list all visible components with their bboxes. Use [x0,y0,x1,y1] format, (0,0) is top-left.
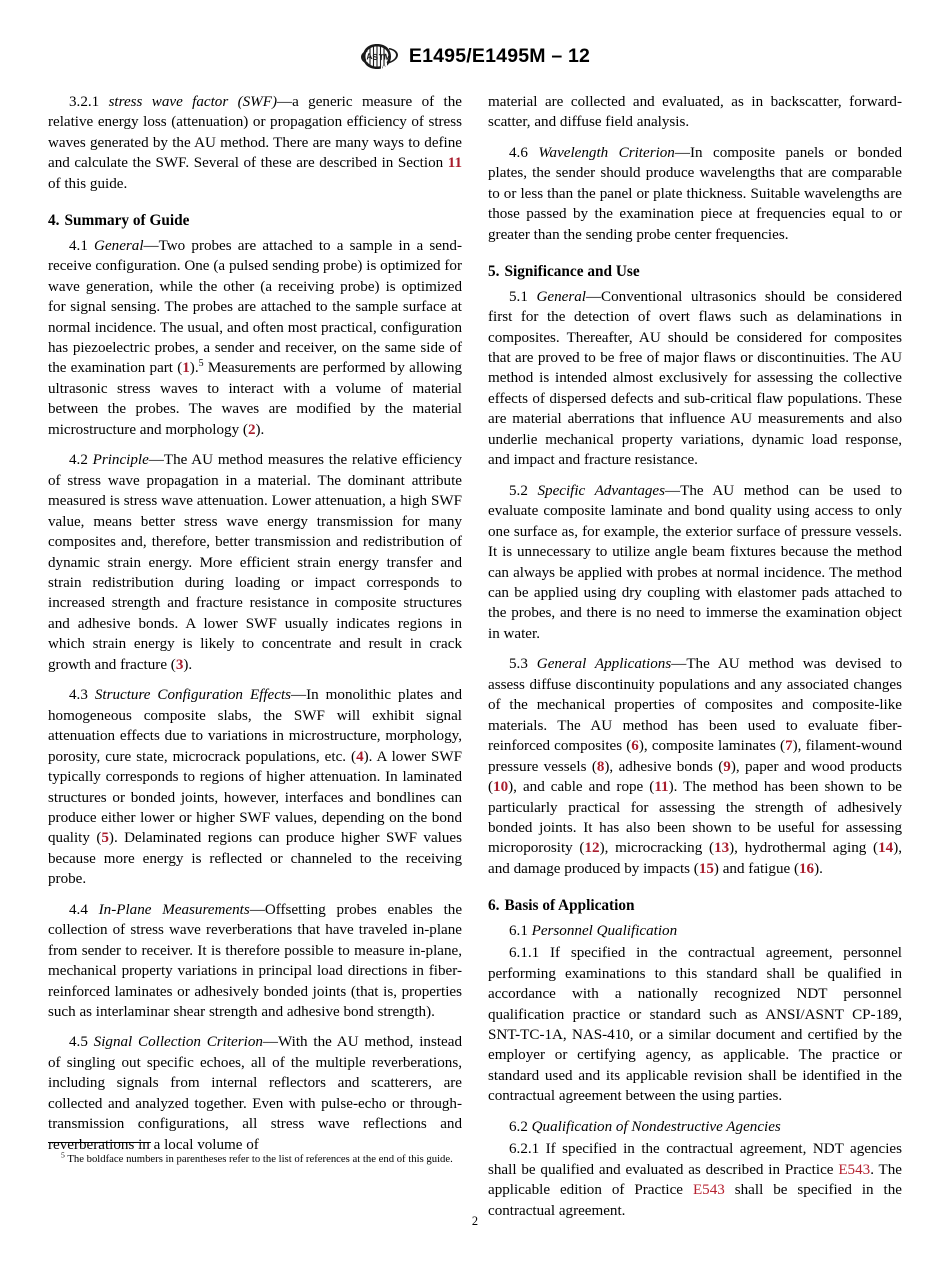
reference-9[interactable]: 9 [723,758,731,775]
para-4-1-text-b: ). [189,360,199,377]
reference-13[interactable]: 13 [714,840,730,857]
para-5-3-text-l: ). [814,860,823,877]
para-number-6-1: 6.1 [509,922,532,939]
paragraph-5-2 [488,481,902,645]
section-heading-4-number: 4. [48,212,60,230]
paragraph-4-3 [48,685,462,890]
paragraph-3-2-1 [48,92,462,194]
para-4-3-text-b: ). A lower SWF typically corresponds to regions of higher attenuation. In laminated structures or bonded joints, however, interfaces and bondlines can produce either lower or higher SWF values, depending on the bond quality ( [48,748,462,847]
section-heading-5 [488,262,902,282]
reference-10[interactable]: 10 [493,779,509,796]
para-number-4-2: 4.2 [69,452,93,469]
term-principle: Principle [92,452,149,469]
reference-15[interactable]: 15 [698,860,714,877]
term-qualification-of-nondestructive-agencies: Qualification of Nondestructive Agencies [531,1118,781,1135]
term-specific-advantages: Specific Advantages [537,482,665,499]
practice-link-e543-first[interactable]: E543 [838,1161,871,1178]
para-5-2-text: —The AU method can be used to evaluate composite laminate and bond quality using access to only one surface as, for example, the exterior surface of pressure vessels. It is unnecessary to utilize angle beam fixtures because the method can always be applied with probes at normal incidence. The method can be applied using dry coupling with elastomer pads attached to the probes, and there is no need to immerse the examination object in water. [488,482,902,642]
section-heading-5-title: Significance and Use [504,263,640,281]
page-header [0,42,950,71]
para-5-3-text-h: ), microcracking ( [599,840,715,857]
para-4-3-text-c: ). Delaminated regions can produce higher SWF values because more energy is reflected or channeled to the receiving probe. [48,830,462,888]
section-heading-6 [488,896,902,916]
reference-11[interactable]: 11 [654,779,669,796]
term-general: General [94,237,144,254]
term-wavelength-criterion: Wavelength Criterion [538,144,675,161]
para-5-1-text: —Conventional ultrasonics should be considered first for the detection of overt flaws such as delaminations in composites. Thereafter, AU should be considered for composites that are proved to be free of major flaws or discontinuities. The AU method is intended almost exclusively for assessing the collective effects of dispersed defects and sub-critical flaw populations. These are material aberrations that influence AU measurements and also underlie mechanical property variations, dynamic load response, and impact and fracture resistance. [488,288,903,469]
para-6-2-1-text-a: 6.2.1 If specified in the contractual agreement, NDT agencies shall be qualified and evaluated as described in Practice [488,1141,902,1178]
paragraph-6-1 [488,921,902,941]
paragraph-continuation: material are collected and evaluated, as in backscatter, forward-scatter, and diffuse field analysis. [488,94,902,131]
footnote-separator-rule [48,1142,151,1143]
para-5-3-text-f: ), and cable and rope ( [508,779,655,796]
para-4-1-text-d: ). [255,421,265,438]
term-general-applications: General Applications [536,656,672,673]
section-heading-6-number: 6. [488,897,500,915]
svg-text:M: M [383,51,392,63]
para-4-2-text-a: —The AU method measures the relative efficiency of stress wave propagation in a material. The dominant attribute measured is stress wave attenuation. Lower attenuation, a high SWF value, means better stress wave energy transmission for many composites and, therefore, better transmission and redistribution of dynamic strain energy. More efficient strain energy transfer and strain redistribution during loading or impact corresponds to increased strength and fracture resistance in composite structures and adhesive bonds. A lower SWF usually indicates regions in which strain energy is likely to concentrate and result in crack growth and fracture ( [48,452,462,673]
paragraph-6-1-1: 6.1.1 If specified in the contractual agreement, personnel performing examinations to this standard shall be qualified in accordance with a nationally recognized NDT personnel qualification practice or standard such as ANSI/ASNT CP-189, SNT-TC-1A, NAS-410, or a similar document and certified by the employer or certifying agency, as applicable. The practice or standard used and its applicable revision shall be identified in the contractual agreement between the using parties. [488,945,902,1105]
reference-7[interactable]: 7 [785,738,793,755]
reference-14[interactable]: 14 [878,840,894,857]
para-number-3-2-1: 3.2.1 [69,94,109,110]
footnote-5 [48,1152,462,1166]
svg-text:S: S [371,51,379,62]
astm-logo-icon [360,42,400,71]
para-number-6-2: 6.2 [509,1118,532,1135]
paragraph-4-4 [48,900,462,1023]
page-number: 2 [471,1214,479,1228]
para-number-4-5: 4.5 [69,1034,94,1051]
practice-link-e543-second[interactable]: E543 [692,1182,725,1199]
right-column [488,92,902,1221]
para-3-2-1-text-a: —a generic measure of the relative energy loss (attenuation) or propagation efficiency of stress waves generated by the AU method. There are many ways to define and calculate the SWF. Several of these are described in Section [48,94,462,172]
para-5-3-text-e: ), paper and wood products ( [488,758,902,796]
para-4-4-text: —Offsetting probes enables the collection of stress wave reverberations that have traveled in-plane from sender to receiver. It is therefore possible to measure in-plane, mechanical property variations in principal load directions in fiber-reinforced laminates or adhesively bonded joints (that is, properties such as interlaminar shear strength and adhesive bond strength). [48,901,463,1021]
reference-16[interactable]: 16 [799,860,815,877]
section-heading-5-number: 5. [488,263,500,281]
para-number-5-2: 5.2 [509,482,538,499]
section-heading-4-title: Summary of Guide [64,212,190,230]
term-in-plane-measurements: In-Plane Measurements [98,901,250,918]
paragraph-6-2-1 [488,1139,902,1221]
left-column [48,92,462,1155]
reference-12[interactable]: 12 [584,840,600,857]
para-number-4-1: 4.1 [69,237,95,254]
paragraph-5-3 [488,654,902,879]
paragraph-4-2 [48,450,462,675]
svg-text:A: A [365,50,373,62]
paragraph-4-5 [48,1032,462,1155]
para-number-5-3: 5.3 [509,656,537,673]
reference-1[interactable]: 1 [182,360,190,377]
para-6-2-1-text-b: . The applicable edition of Practice [488,1161,902,1199]
para-5-3-text-c: ), filament-wound pressure vessels ( [488,738,903,775]
paragraph-4-1 [48,236,462,441]
para-5-3-text-g: ). The method has been shown to be particularly practical for assessing the strength of adhesively bonded joints. It has also been shown to be useful for assessing microporosity ( [488,779,903,857]
para-5-3-text-j: ), and damage produced by impacts ( [488,840,902,877]
term-structure-configuration-effects: Structure Configuration Effects [94,687,292,704]
para-4-1-text-a: —Two probes are attached to a sample in a send-receive configuration. One (a pulsed sending probe) is optimized for wave generation, while the other (a receiving probe) is optimized for signal sensing. The probes are attached to the sample surface at normal incidence. The usual, and often most practical, configuration has piezoelectric probes, a sender and receiver, on the same side of the examination part ( [48,237,463,377]
footnote-block [48,1142,462,1166]
term-stress-wave-factor: stress wave factor (SWF) [108,94,277,110]
para-5-3-text-i: ), hydrothermal aging ( [729,840,879,857]
standard-designation: E1495/E1495M – 12 [408,44,591,67]
svg-text:T: T [378,52,385,63]
paragraph-6-2 [488,1117,902,1137]
reference-4[interactable]: 4 [356,748,364,765]
para-4-2-text-b: ). [183,656,193,673]
para-4-1-text-c: Measurements are performed by allowing ultrasonic stress waves to interact with a volume of material between the probes. The waves are modified by the material microstructure and morphology ( [48,360,462,438]
term-signal-collection-criterion: Signal Collection Criterion [93,1034,263,1051]
footnote-number: 5 [61,1150,65,1160]
reference-2[interactable]: 2 [247,421,256,438]
paragraph-4-6 [488,143,902,245]
body-columns [48,92,903,1219]
para-6-2-1-text-c: shall be specified in the contractual agreement. [488,1182,902,1219]
para-5-3-text-a: —The AU method was devised to assess diffuse discontinuity populations and any associated changes of the mechanical properties of composites and composite-like materials. The AU method has been used to evaluate fiber-reinforced composites ( [488,656,902,755]
reference-8[interactable]: 8 [596,758,605,775]
para-4-6-text: —In composite panels or bonded plates, the sender should produce wavelengths that are comparable to or less than the panel or plate thickness. Suitable wavelengths are those passed by the examination piece at frequencies equal to or greater than the sending probe center frequencies. [488,144,902,243]
term-personnel-qualification: Personnel Qualification [531,922,678,939]
para-number-4-4: 4.4 [69,901,99,918]
para-4-5-text: —With the AU method, instead of singling out specific echoes, all of the multiple reverberations, including signals from internal reflectors and scatterers, are collected and analyzed together. Even with pulse-echo or through-transmission configurations, all stress wave reflections and reverberations in a local volume of [48,1034,462,1153]
section-heading-6-title: Basis of Application [504,897,635,915]
reference-3[interactable]: 3 [175,656,184,673]
term-general-5-1: General [536,288,586,305]
reference-6[interactable]: 6 [631,738,639,755]
para-4-3-text-a: —In monolithic plates and homogeneous composite slabs, the SWF will exhibit signal attenuation effects due to variations in microstructure, morphology, porosity, cure state, microcrack populations, etc. ( [48,687,463,765]
section-heading-4 [48,211,462,231]
para-5-3-text-k: ) and fatigue ( [713,860,799,877]
para-number-4-3: 4.3 [69,687,95,704]
para-number-4-6: 4.6 [509,144,539,161]
paragraph-5-1 [488,287,902,471]
reference-5[interactable]: 5 [101,830,109,847]
para-3-2-1-text-b: of this guide. [48,175,128,192]
para-5-3-text-b: ), composite laminates ( [638,738,786,755]
para-5-3-text-d: ), adhesive bonds ( [604,758,724,775]
footnote-text: The boldface numbers in parentheses refer to the list of references at the end of this guide. [64,1153,453,1165]
section-reference-11[interactable]: 11 [447,155,462,172]
footnote-marker-5[interactable]: 5 [198,358,204,370]
para-number-5-1: 5.1 [509,288,537,305]
